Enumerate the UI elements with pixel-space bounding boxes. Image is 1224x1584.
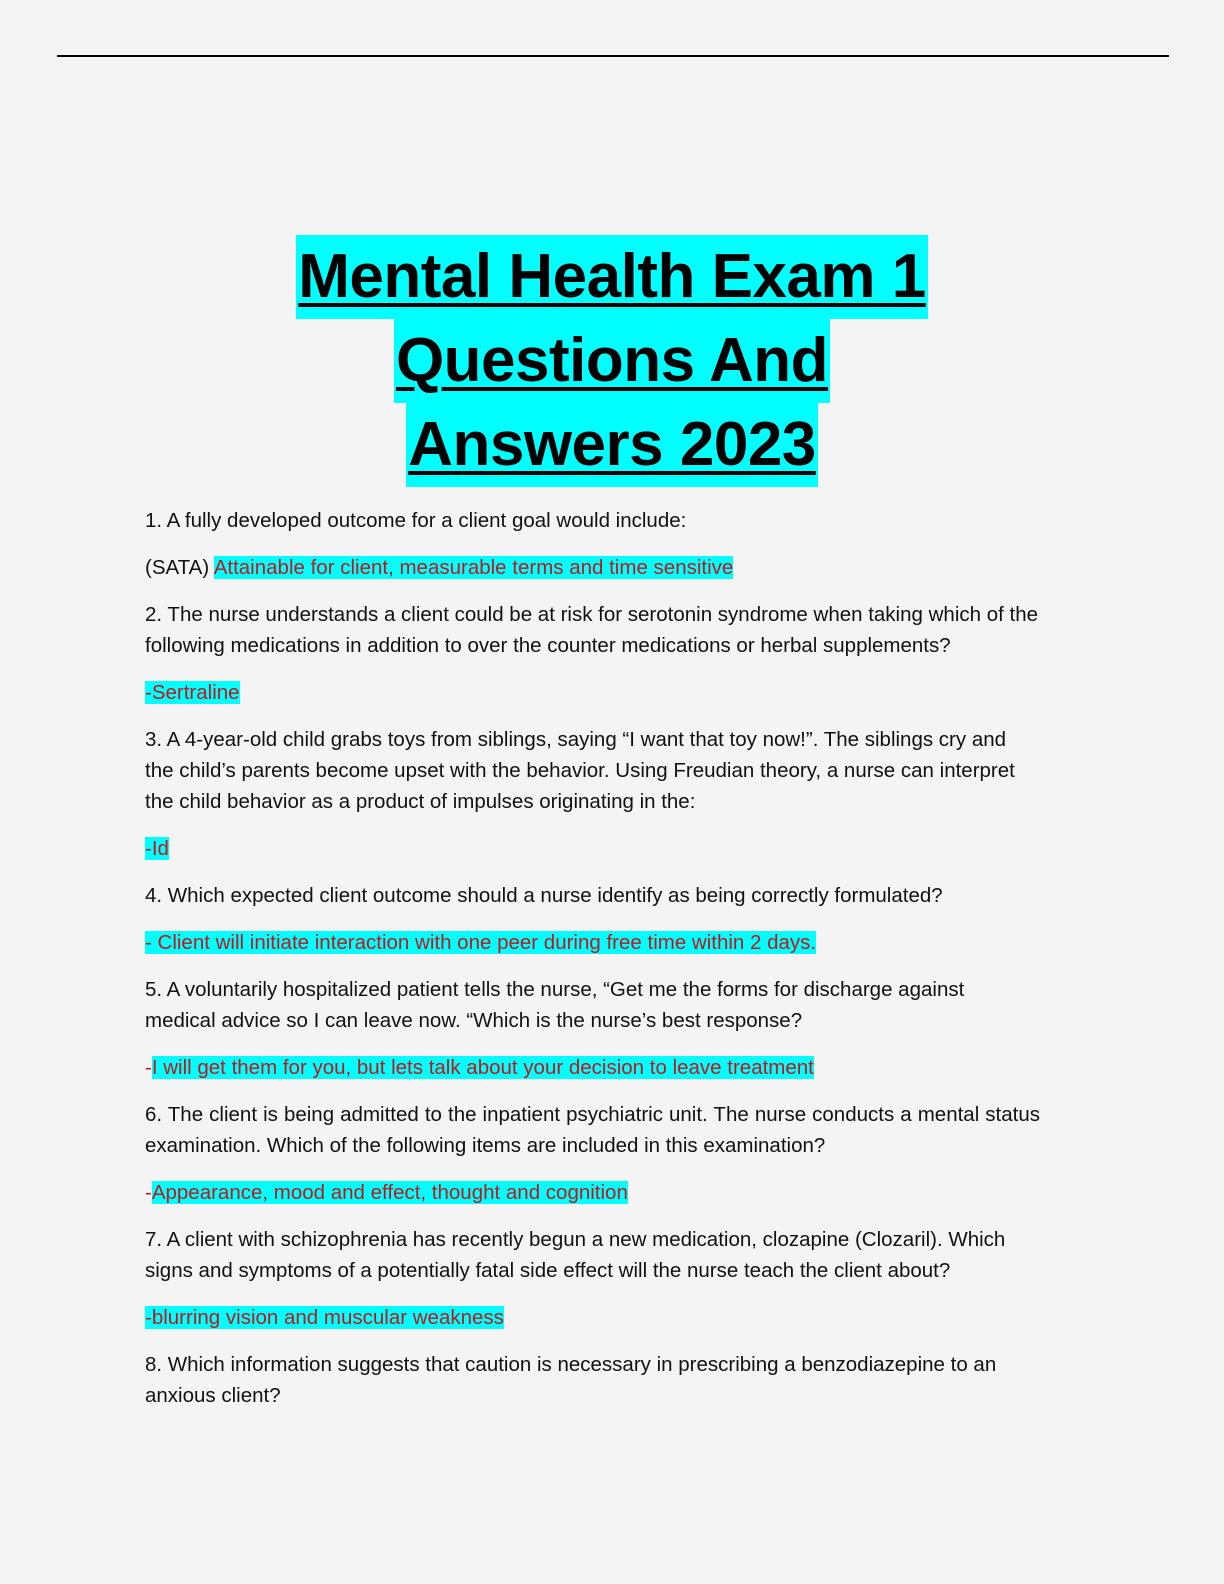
answer-6-prefix: - bbox=[145, 1181, 152, 1204]
question-4: 4. Which expected client outcome should a nurse identify as being correctly formulated? bbox=[145, 884, 943, 907]
qa-list bbox=[145, 505, 1040, 1427]
answer-6-text: Appearance, mood and effect, thought and cognition bbox=[151, 1181, 628, 1204]
answer-3-text: -Id bbox=[145, 837, 169, 860]
title-line-3 bbox=[0, 403, 1224, 487]
title-text-1: Mental Health Exam 1 bbox=[296, 235, 927, 319]
answer-1-prefix: (SATA) bbox=[145, 556, 214, 579]
header-rule bbox=[57, 55, 1169, 57]
title-line-1 bbox=[0, 235, 1224, 319]
title-text-3: Answers 2023 bbox=[406, 403, 818, 487]
answer-3 bbox=[145, 833, 1040, 864]
title-line-2 bbox=[0, 319, 1224, 403]
answer-1 bbox=[145, 552, 1040, 583]
answer-1-text: Attainable for client, measurable terms and time sensitive bbox=[213, 556, 734, 579]
question-1: 1. A fully developed outcome for a client goal would include: bbox=[145, 509, 687, 532]
answer-5 bbox=[145, 1052, 1040, 1083]
document-title bbox=[0, 235, 1224, 487]
answer-4-text: - Client will initiate interaction with one peer during free time within 2 days. bbox=[145, 931, 817, 954]
answer-5-prefix: - bbox=[145, 1056, 152, 1079]
question-2: 2. The nurse understands a client could be at risk for serotonin syndrome when taking which of the following medications in addition to over the counter medications or herbal supplements? bbox=[145, 603, 1039, 657]
answer-2 bbox=[145, 677, 1040, 708]
question-7: 7. A client with schizophrenia has recently begun a new medication, clozapine (Clozaril). Which signs and symptoms of a potentially fatal side effect will the nurse teach the client about? bbox=[145, 1228, 1006, 1282]
answer-7-text: -blurring vision and muscular weakness bbox=[145, 1306, 504, 1329]
question-3: 3. A 4-year-old child grabs toys from siblings, saying “I want that toy now!”. The siblings cry and the child’s parents become upset with the behavior. Using Freudian theory, a nurse can interpret the child behavior as a product of impulses originating in the: bbox=[145, 728, 1015, 813]
answer-4 bbox=[145, 927, 1040, 958]
answer-7 bbox=[145, 1302, 1040, 1333]
question-5: 5. A voluntarily hospitalized patient tells the nurse, “Get me the forms for discharge against medical advice so I can leave now. “Which is the nurse’s best response? bbox=[145, 978, 965, 1032]
question-8: 8. Which information suggests that caution is necessary in prescribing a benzodiazepine to an anxious client? bbox=[145, 1353, 997, 1407]
answer-5-text: I will get them for you, but lets talk about your decision to leave treatment bbox=[151, 1056, 814, 1079]
question-6: 6. The client is being admitted to the inpatient psychiatric unit. The nurse conducts a mental status examination. Which of the following items are included in this examination? bbox=[145, 1103, 1040, 1157]
answer-2-text: -Sertraline bbox=[145, 681, 240, 704]
answer-6 bbox=[145, 1177, 1040, 1208]
title-text-2: Questions And bbox=[394, 319, 830, 403]
